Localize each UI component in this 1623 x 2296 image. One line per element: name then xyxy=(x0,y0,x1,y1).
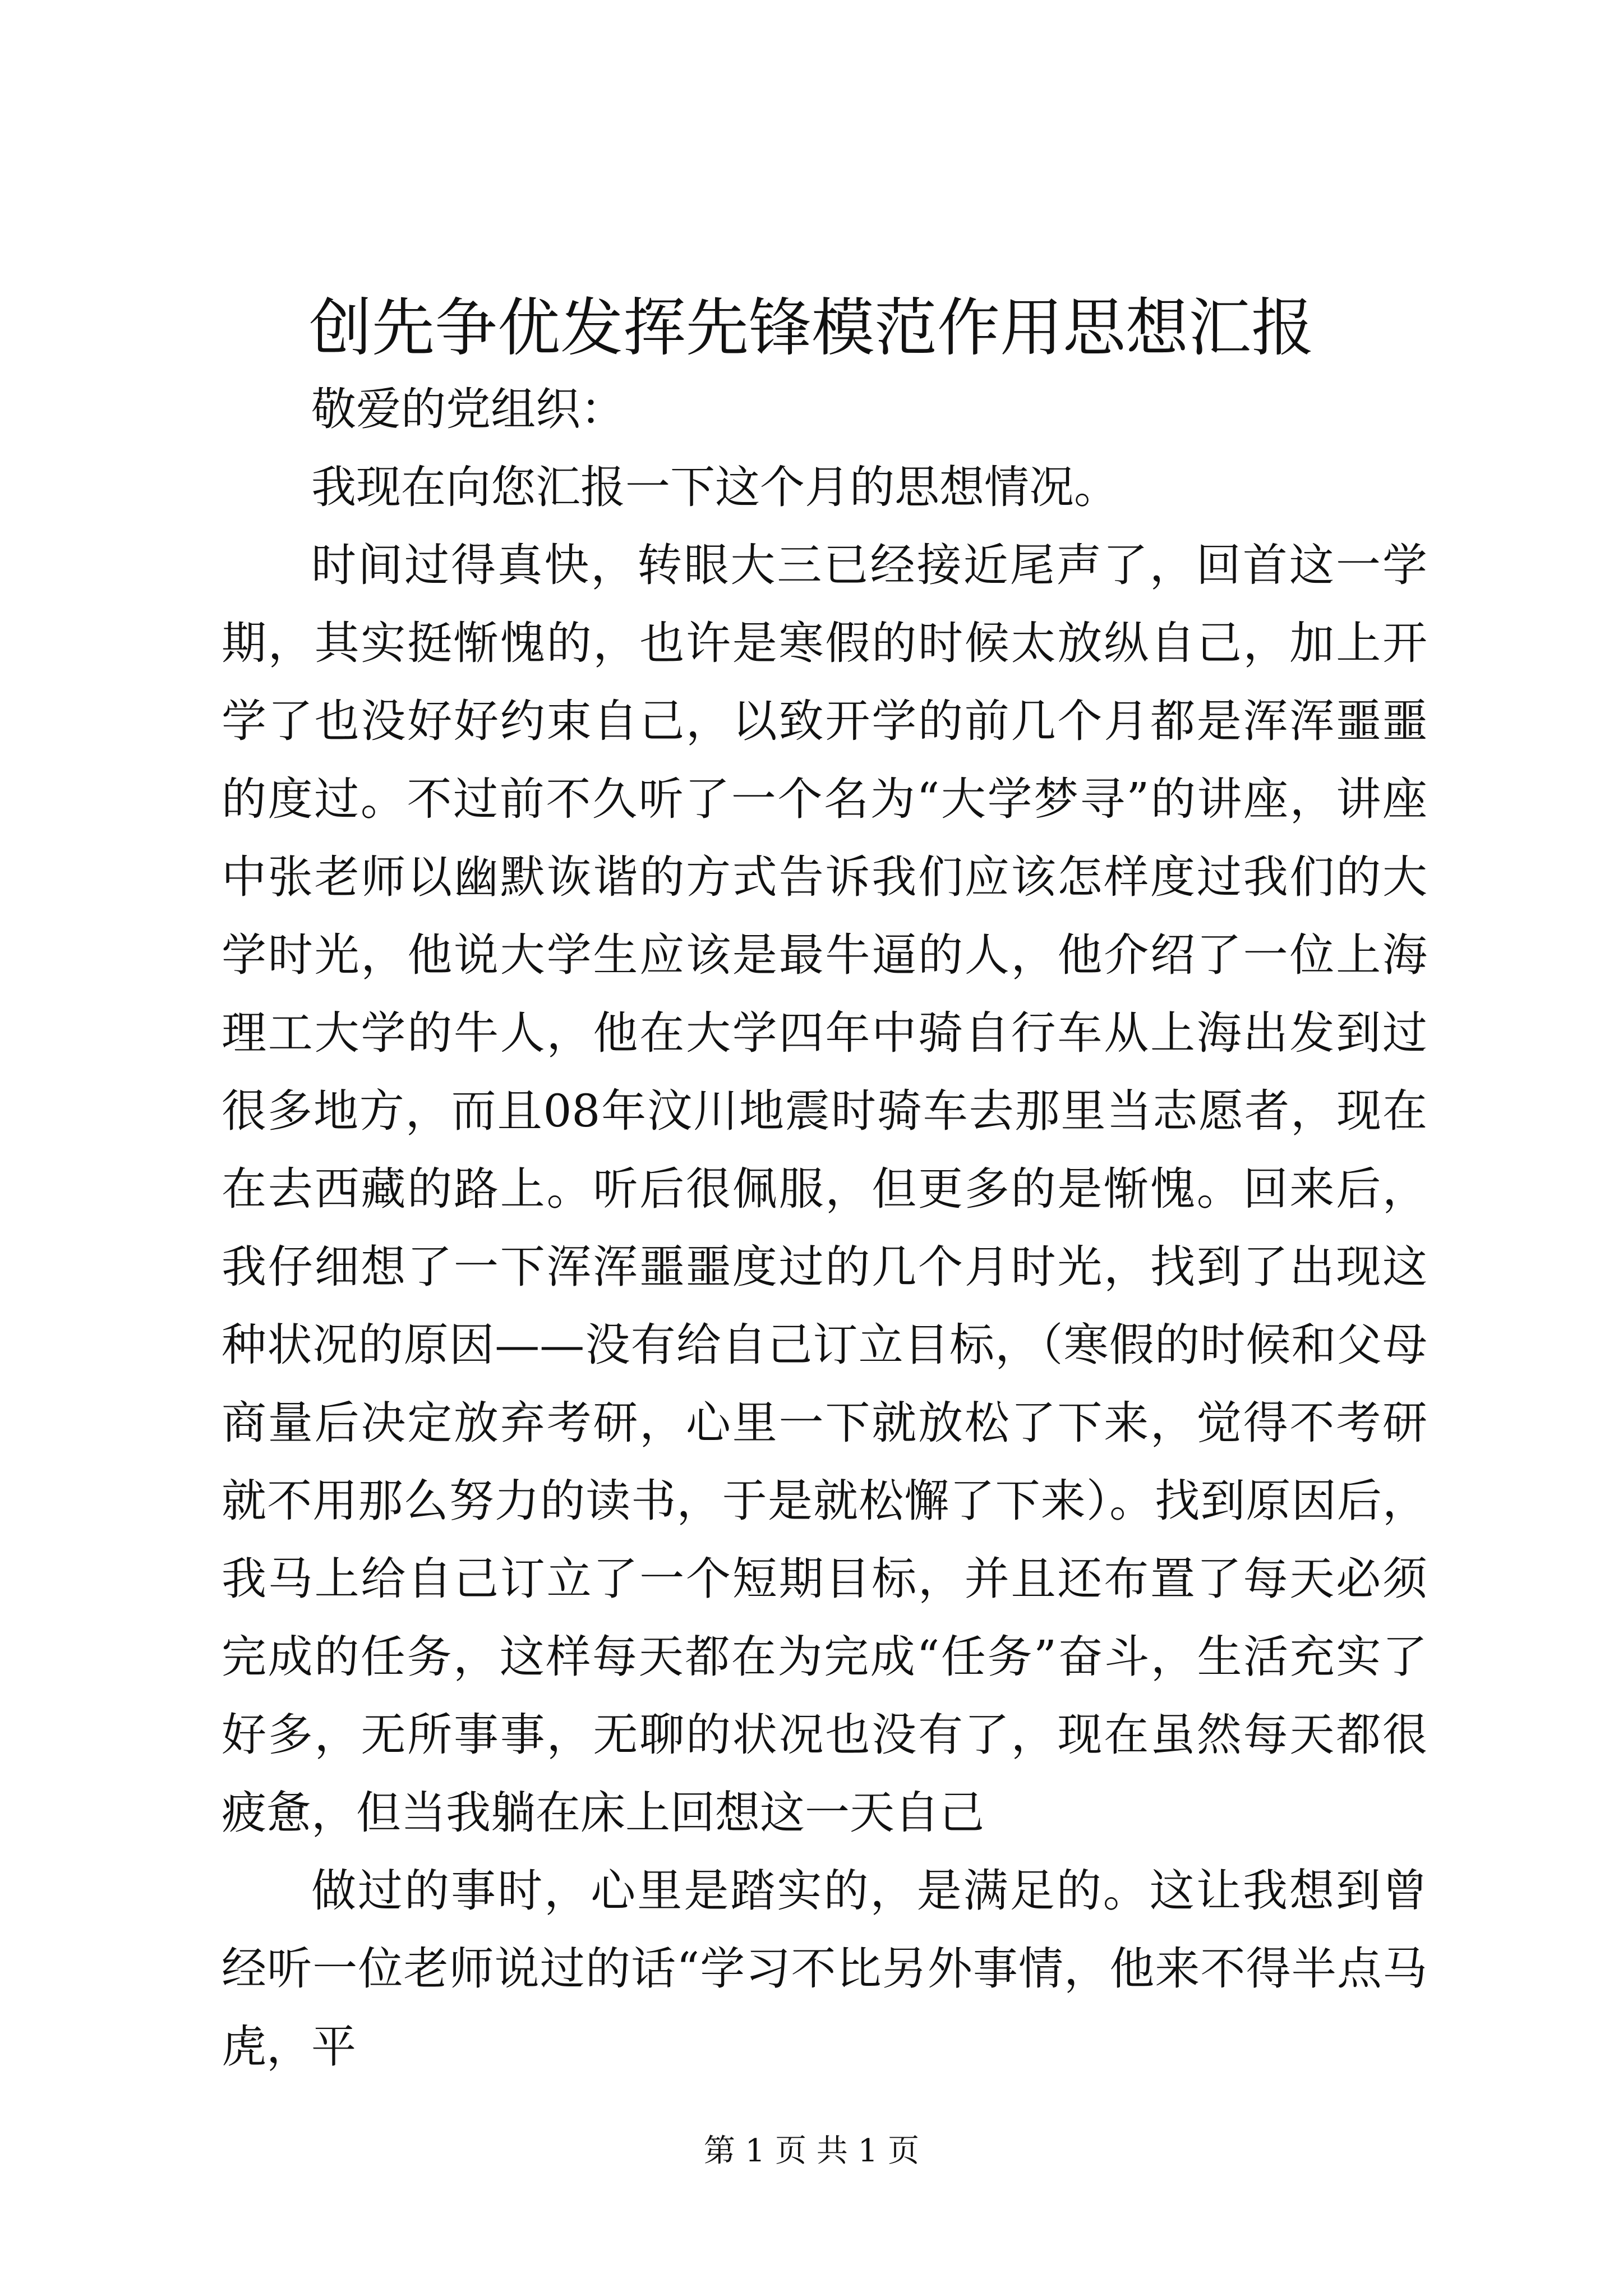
main-paragraph: 时间过得真快，转眼大三已经接近尾声了，回首这一学期，其实挺惭愧的，也许是寒假的时候太放纵自己，加上开学了也没好好约束自己，以致开学的前几个月都是浑浑噩噩的度过。不过前不久听了一个名为“大学梦寻”的讲座，讲座中张老师以幽默诙谐的方式告诉我们应该怎样度过我们的大学时光，他说大学生应该是最牛逼的人，他介绍了一位上海理工大学的牛人，他在大学四年中骑自行车从上海出发到过很多地方，而且08年汶川地震时骑车去那里当志愿者，现在在去西藏的路上。听后很佩服，但更多的是惭愧。回来后，我仔细想了一下浑浑噩噩度过的几个月时光，找到了出现这种状况的原因——没有给自己订立目标，（寒假的时候和父母商量后决定放弃考研，心里一下就放松了下来，觉得不考研就不用那么努力的读书，于是就松懈了下来）。找到原因后，我马上给自己订立了一个短期目标，并且还布置了每天必须完成的任务，这样每天都在为完成“任务”奋斗，生活充实了好多，无所事事，无聊的状况也没有了，现在虽然每天都很疲惫，但当我躺在床上回想这一天自己 xyxy=(222,539,1427,1839)
intro-paragraph: 我现在向您汇报一下这个月的思想情况。 xyxy=(311,461,1119,513)
document-title: 创先争优发挥先锋模范作用思想汇报 xyxy=(309,292,1314,365)
document-body xyxy=(222,370,1427,2086)
continuation-paragraph: 做过的事时，心里是踏实的，是满足的。这让我想到曾经听一位老师说过的话“学习不比另外事情，他来不得半点马虎，平 xyxy=(222,1865,1427,2073)
salutation-paragraph: 敬爱的党组织： xyxy=(311,383,625,435)
page-number-footer: 第 1 页 共 1 页 xyxy=(703,2133,920,2169)
